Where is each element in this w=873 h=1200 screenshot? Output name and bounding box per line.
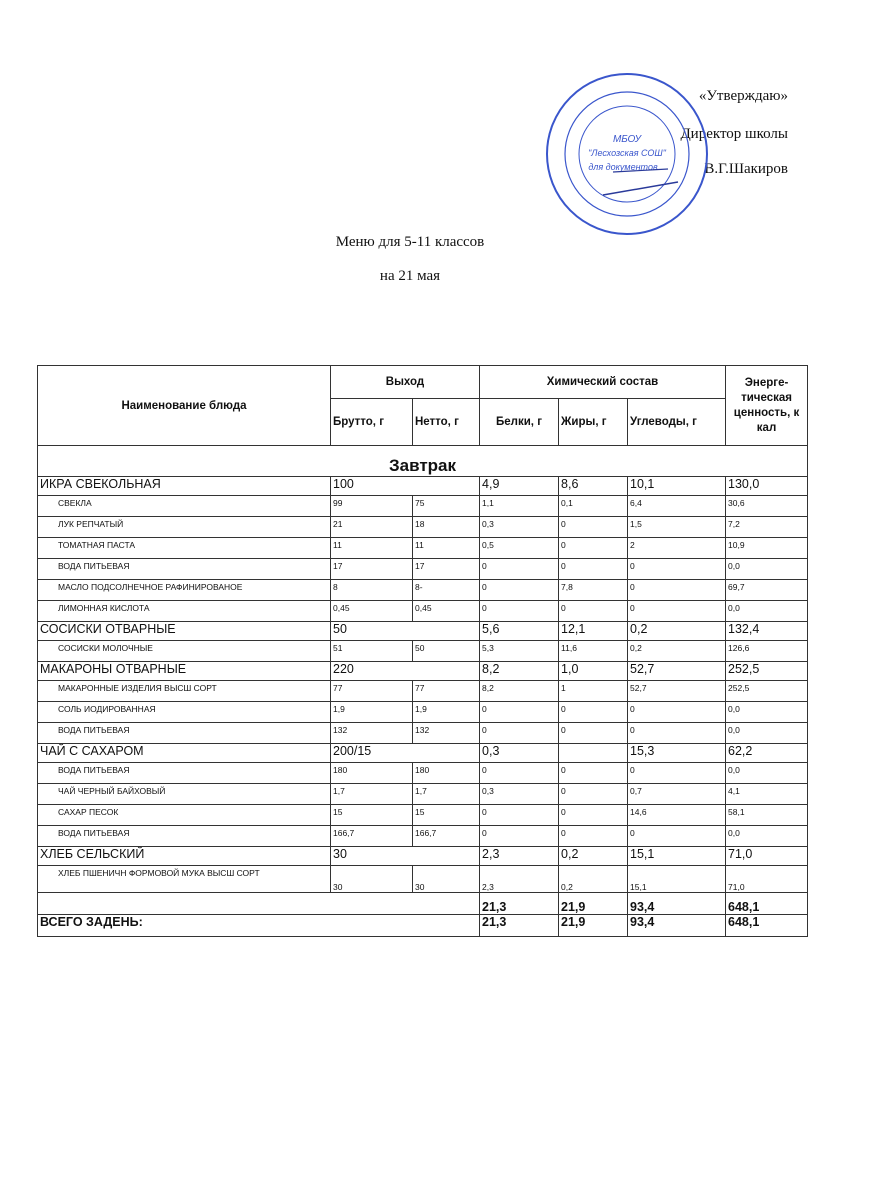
approval-signatory: В.Г.Шакиров (704, 161, 788, 177)
item-name: ВОДА ПИТЬЕВАЯ (38, 559, 331, 580)
carbs-value: 0 (628, 702, 726, 723)
brutto-value: 0,45 (331, 601, 413, 622)
output-value: 100 (331, 477, 480, 496)
dish-row (38, 744, 808, 763)
energy-value: 58,1 (726, 805, 808, 826)
protein-value: 0 (480, 580, 559, 601)
fat-value: 7,8 (559, 580, 628, 601)
protein-value: 0 (480, 601, 559, 622)
netto-value: 17 (413, 559, 480, 580)
ingredient-row (38, 538, 808, 559)
menu-title: Меню для 5-11 классов (335, 234, 485, 250)
school-stamp (543, 70, 711, 238)
brutto-value: 132 (331, 723, 413, 744)
fat-value: 0 (559, 805, 628, 826)
energy-value: 0,0 (726, 826, 808, 847)
header-output: Выход (331, 366, 480, 399)
item-name: МАКАРОНЫ ОТВАРНЫЕ (38, 662, 331, 681)
protein-value: 2,3 (480, 866, 559, 893)
ingredient-row (38, 559, 808, 580)
brutto-value: 8 (331, 580, 413, 601)
menu-date: на 21 мая (379, 268, 441, 284)
protein-value: 8,2 (480, 681, 559, 702)
brutto-value: 180 (331, 763, 413, 784)
netto-value: 8- (413, 580, 480, 601)
fat-value (559, 744, 628, 763)
item-name: СВЕКЛА (38, 496, 331, 517)
brutto-value: 166,7 (331, 826, 413, 847)
fat-value: 0 (559, 559, 628, 580)
svg-text:МБОУ: МБОУ (612, 134, 642, 145)
item-name: ИКРА СВЕКОЛЬНАЯ (38, 477, 331, 496)
carbs-value: 10,1 (628, 477, 726, 496)
brutto-value: 51 (331, 641, 413, 662)
netto-value: 50 (413, 641, 480, 662)
item-name: САХАР ПЕСОК (38, 805, 331, 826)
netto-value: 75 (413, 496, 480, 517)
fat-value: 1,0 (559, 662, 628, 681)
fat-value: 12,1 (559, 622, 628, 641)
menu-table (37, 365, 808, 937)
netto-value: 11 (413, 538, 480, 559)
carbs-value: 0 (628, 826, 726, 847)
energy-value: 10,9 (726, 538, 808, 559)
header-carbs: Углеводы, г (628, 399, 726, 446)
protein-value: 0 (480, 702, 559, 723)
energy-value: 252,5 (726, 681, 808, 702)
header-dish-name: Наименование блюда (38, 366, 331, 446)
protein-value: 0 (480, 723, 559, 744)
item-name: ЧАЙ С САХАРОМ (38, 744, 331, 763)
ingredient-row (38, 681, 808, 702)
energy-value: 0,0 (726, 723, 808, 744)
item-name: ТОМАТНАЯ ПАСТА (38, 538, 331, 559)
fat-value: 0 (559, 784, 628, 805)
carbs-value: 0 (628, 559, 726, 580)
fat-value: 11,6 (559, 641, 628, 662)
ingredient-row (38, 805, 808, 826)
item-name: МАСЛО ПОДСОЛНЕЧНОЕ РАФИНИРОВАНОЕ (38, 580, 331, 601)
header-energy: Энерге-тическая ценность, к кал (726, 366, 808, 446)
ingredient-row (38, 763, 808, 784)
protein-value: 2,3 (480, 847, 559, 866)
netto-value: 30 (413, 866, 480, 893)
energy-value: 252,5 (726, 662, 808, 681)
dish-row (38, 477, 808, 496)
fat-value: 0 (559, 702, 628, 723)
section-breakfast: Завтрак (38, 446, 808, 477)
carbs-value: 0,7 (628, 784, 726, 805)
energy-value: 30,6 (726, 496, 808, 517)
item-name: СОСИСКИ ОТВАРНЫЕ (38, 622, 331, 641)
ingredient-row (38, 496, 808, 517)
energy-value: 132,4 (726, 622, 808, 641)
total-c: 93,4 (628, 915, 726, 937)
brutto-value: 15 (331, 805, 413, 826)
brutto-value: 11 (331, 538, 413, 559)
approval-position: Директор школы (680, 126, 788, 142)
carbs-value: 6,4 (628, 496, 726, 517)
brutto-value: 1,9 (331, 702, 413, 723)
carbs-value: 15,1 (628, 866, 726, 893)
fat-value: 0 (559, 763, 628, 784)
energy-value: 71,0 (726, 847, 808, 866)
item-name: ВОДА ПИТЬЕВАЯ (38, 723, 331, 744)
carbs-value: 14,6 (628, 805, 726, 826)
fat-value: 0 (559, 538, 628, 559)
total-row (38, 915, 808, 937)
fat-value: 0 (559, 826, 628, 847)
energy-value: 130,0 (726, 477, 808, 496)
fat-value: 8,6 (559, 477, 628, 496)
fat-value: 0 (559, 601, 628, 622)
total-label: ВСЕГО ЗАДЕНЬ: (38, 915, 480, 937)
protein-value: 4,9 (480, 477, 559, 496)
energy-value: 0,0 (726, 763, 808, 784)
energy-value: 69,7 (726, 580, 808, 601)
header-brutto: Брутто, г (331, 399, 413, 446)
ingredient-row (38, 702, 808, 723)
carbs-value: 1,5 (628, 517, 726, 538)
netto-value: 132 (413, 723, 480, 744)
fat-value: 1 (559, 681, 628, 702)
carbs-value: 52,7 (628, 662, 726, 681)
total-label (38, 893, 480, 915)
netto-value: 0,45 (413, 601, 480, 622)
netto-value: 1,9 (413, 702, 480, 723)
total-p: 21,3 (480, 915, 559, 937)
ingredient-row (38, 580, 808, 601)
subtotal-row (38, 893, 808, 915)
carbs-value: 0 (628, 763, 726, 784)
protein-value: 0 (480, 559, 559, 580)
protein-value: 0 (480, 805, 559, 826)
brutto-value: 99 (331, 496, 413, 517)
output-value: 50 (331, 622, 480, 641)
header-chemical: Химический состав (480, 366, 726, 399)
item-name: МАКАРОННЫЕ ИЗДЕЛИЯ ВЫСШ СОРТ (38, 681, 331, 702)
svg-text:для документов: для документов (588, 162, 658, 172)
total-f: 21,9 (559, 893, 628, 915)
netto-value: 15 (413, 805, 480, 826)
header-fat: Жиры, г (559, 399, 628, 446)
ingredient-row (38, 866, 808, 893)
item-name: ВОДА ПИТЬЕВАЯ (38, 763, 331, 784)
protein-value: 0,3 (480, 744, 559, 763)
item-name: ВОДА ПИТЬЕВАЯ (38, 826, 331, 847)
dish-row (38, 662, 808, 681)
protein-value: 0,3 (480, 517, 559, 538)
brutto-value: 21 (331, 517, 413, 538)
output-value: 30 (331, 847, 480, 866)
brutto-value: 17 (331, 559, 413, 580)
fat-value: 0,2 (559, 866, 628, 893)
fat-value: 0,1 (559, 496, 628, 517)
total-c: 93,4 (628, 893, 726, 915)
ingredient-row (38, 826, 808, 847)
brutto-value: 30 (331, 866, 413, 893)
item-name: ЛУК РЕПЧАТЫЙ (38, 517, 331, 538)
energy-value: 126,6 (726, 641, 808, 662)
carbs-value: 52,7 (628, 681, 726, 702)
protein-value: 0,3 (480, 784, 559, 805)
ingredient-row (38, 641, 808, 662)
total-e: 648,1 (726, 915, 808, 937)
energy-value: 71,0 (726, 866, 808, 893)
fat-value: 0,2 (559, 847, 628, 866)
protein-value: 0 (480, 763, 559, 784)
total-p: 21,3 (480, 893, 559, 915)
netto-value: 1,7 (413, 784, 480, 805)
protein-value: 5,6 (480, 622, 559, 641)
energy-value: 7,2 (726, 517, 808, 538)
protein-value: 0 (480, 826, 559, 847)
protein-value: 8,2 (480, 662, 559, 681)
energy-value: 0,0 (726, 702, 808, 723)
item-name: СОЛЬ ИОДИРОВАННАЯ (38, 702, 331, 723)
carbs-value: 15,1 (628, 847, 726, 866)
netto-value: 18 (413, 517, 480, 538)
energy-value: 0,0 (726, 601, 808, 622)
energy-value: 0,0 (726, 559, 808, 580)
protein-value: 0,5 (480, 538, 559, 559)
ingredient-row (38, 723, 808, 744)
protein-value: 5,3 (480, 641, 559, 662)
fat-value: 0 (559, 517, 628, 538)
carbs-value: 0 (628, 601, 726, 622)
energy-value: 4,1 (726, 784, 808, 805)
carbs-value: 2 (628, 538, 726, 559)
carbs-value: 0,2 (628, 622, 726, 641)
output-value: 220 (331, 662, 480, 681)
ingredient-row (38, 601, 808, 622)
carbs-value: 0 (628, 723, 726, 744)
netto-value: 166,7 (413, 826, 480, 847)
dish-row (38, 847, 808, 866)
brutto-value: 1,7 (331, 784, 413, 805)
svg-text:"Лесхозская СОШ": "Лесхозская СОШ" (588, 148, 666, 158)
brutto-value: 77 (331, 681, 413, 702)
netto-value: 180 (413, 763, 480, 784)
item-name: СОСИСКИ МОЛОЧНЫЕ (38, 641, 331, 662)
output-value: 200/15 (331, 744, 480, 763)
carbs-value: 0,2 (628, 641, 726, 662)
header-netto: Нетто, г (413, 399, 480, 446)
header-protein: Белки, г (480, 399, 559, 446)
item-name: ХЛЕБ СЕЛЬСКИЙ (38, 847, 331, 866)
ingredient-row (38, 784, 808, 805)
fat-value: 0 (559, 723, 628, 744)
item-name: ЛИМОННАЯ КИСЛОТА (38, 601, 331, 622)
dish-row (38, 622, 808, 641)
energy-value: 62,2 (726, 744, 808, 763)
item-name: ЧАЙ ЧЕРНЫЙ БАЙХОВЫЙ (38, 784, 331, 805)
protein-value: 1,1 (480, 496, 559, 517)
item-name: ХЛЕБ ПШЕНИЧН ФОРМОВОЙ МУКА ВЫСШ СОРТ (38, 866, 331, 893)
carbs-value: 15,3 (628, 744, 726, 763)
ingredient-row (38, 517, 808, 538)
total-f: 21,9 (559, 915, 628, 937)
carbs-value: 0 (628, 580, 726, 601)
approval-heading: «Утверждаю» (698, 88, 788, 104)
total-e: 648,1 (726, 893, 808, 915)
netto-value: 77 (413, 681, 480, 702)
